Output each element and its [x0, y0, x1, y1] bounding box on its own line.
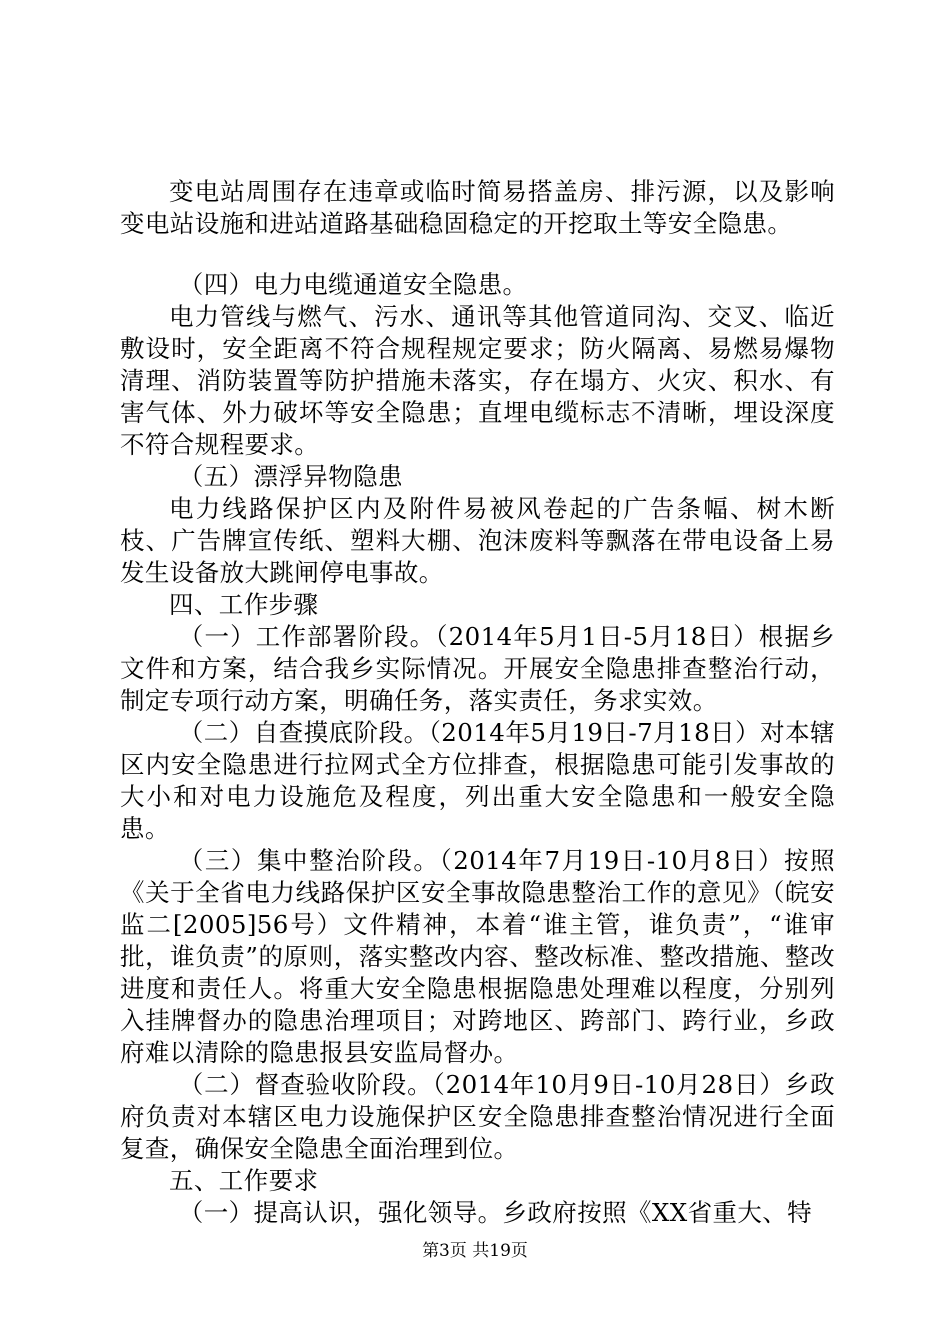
heading-cable-channel: （四）电力电缆通道安全隐患。 [178, 270, 528, 299]
paragraph-step-deployment: （一）工作部署阶段。（2014年5月1日-5月18日）根据乡文件和方案，结合我乡实际情况。开展安全隐患排查整治行动，制定专项行动方案，明确任务，落实责任，务求实效。 [120, 622, 835, 715]
section-heading-work-requirements: 五、工作要求 [169, 1166, 319, 1195]
paragraph-step-self-check: （二）自查摸底阶段。（2014年5月19日-7月18日）对本辖区内安全隐患进行拉网式全方位排查，根据隐患可能引发事故的大小和对电力设施危及程度，列出重大安全隐患和一般安全隐患。 [120, 718, 835, 843]
paragraph-floating-objects: 电力线路保护区内及附件易被风卷起的广告条幅、树木断枝、广告牌宣传纸、塑料大棚、泡沫废料等飘落在带电设备上易发生设备放大跳闸停电事故。 [120, 494, 835, 587]
paragraph-gap [120, 240, 835, 269]
paragraph-step-inspection: （二）督查验收阶段。（2014年10月9日-10月28日）乡政府负责对本辖区电力设施保护区安全隐患排查整治情况进行全面复查，确保安全隐患全面治理到位。 [120, 1070, 835, 1163]
document-body [120, 176, 835, 1229]
paragraph-cable-hazards: 电力管线与燃气、污水、通讯等其他管道同沟、交叉、临近敷设时，安全距离不符合规程规定要求；防火隔离、易燃易爆物清理、消防装置等防护措施未落实，存在塌方、火灾、积水、有害气体、外力破坏等安全隐患；直埋电缆标志不清晰，埋设深度不符合规程要求。 [120, 302, 835, 459]
section-heading-work-steps: 四、工作步骤 [169, 590, 319, 619]
paragraph-requirement-awareness: （一）提高认识，强化领导。乡政府按照《XX省重大、特 [178, 1198, 813, 1227]
heading-floating-objects: （五）漂浮异物隐患 [178, 462, 403, 491]
page-footer: 第3页 共19页 [422, 1241, 528, 1261]
paragraph-substation-hazards: 变电站周围存在违章或临时简易搭盖房、排污源，以及影响变电站设施和进站道路基础稳固稳定的开挖取土等安全隐患。 [120, 177, 835, 238]
paragraph-step-rectification: （三）集中整治阶段。（2014年7月19日-10月8日）按照《关于全省电力线路保护区安全事故隐患整治工作的意见》（皖安监二[2005]56号）文件精神，本着“谁主管，谁负责”，“谁审批，谁负责”的原则，落实整改内容、整改标准、整改措施、整改进度和责任人。将重大安全隐患根据隐患处理难以程度，分别列入挂牌督办的隐患治理项目；对跨地区、跨部门、跨行业，乡政府难以清除的隐患报县安监局督办。 [120, 846, 835, 1067]
